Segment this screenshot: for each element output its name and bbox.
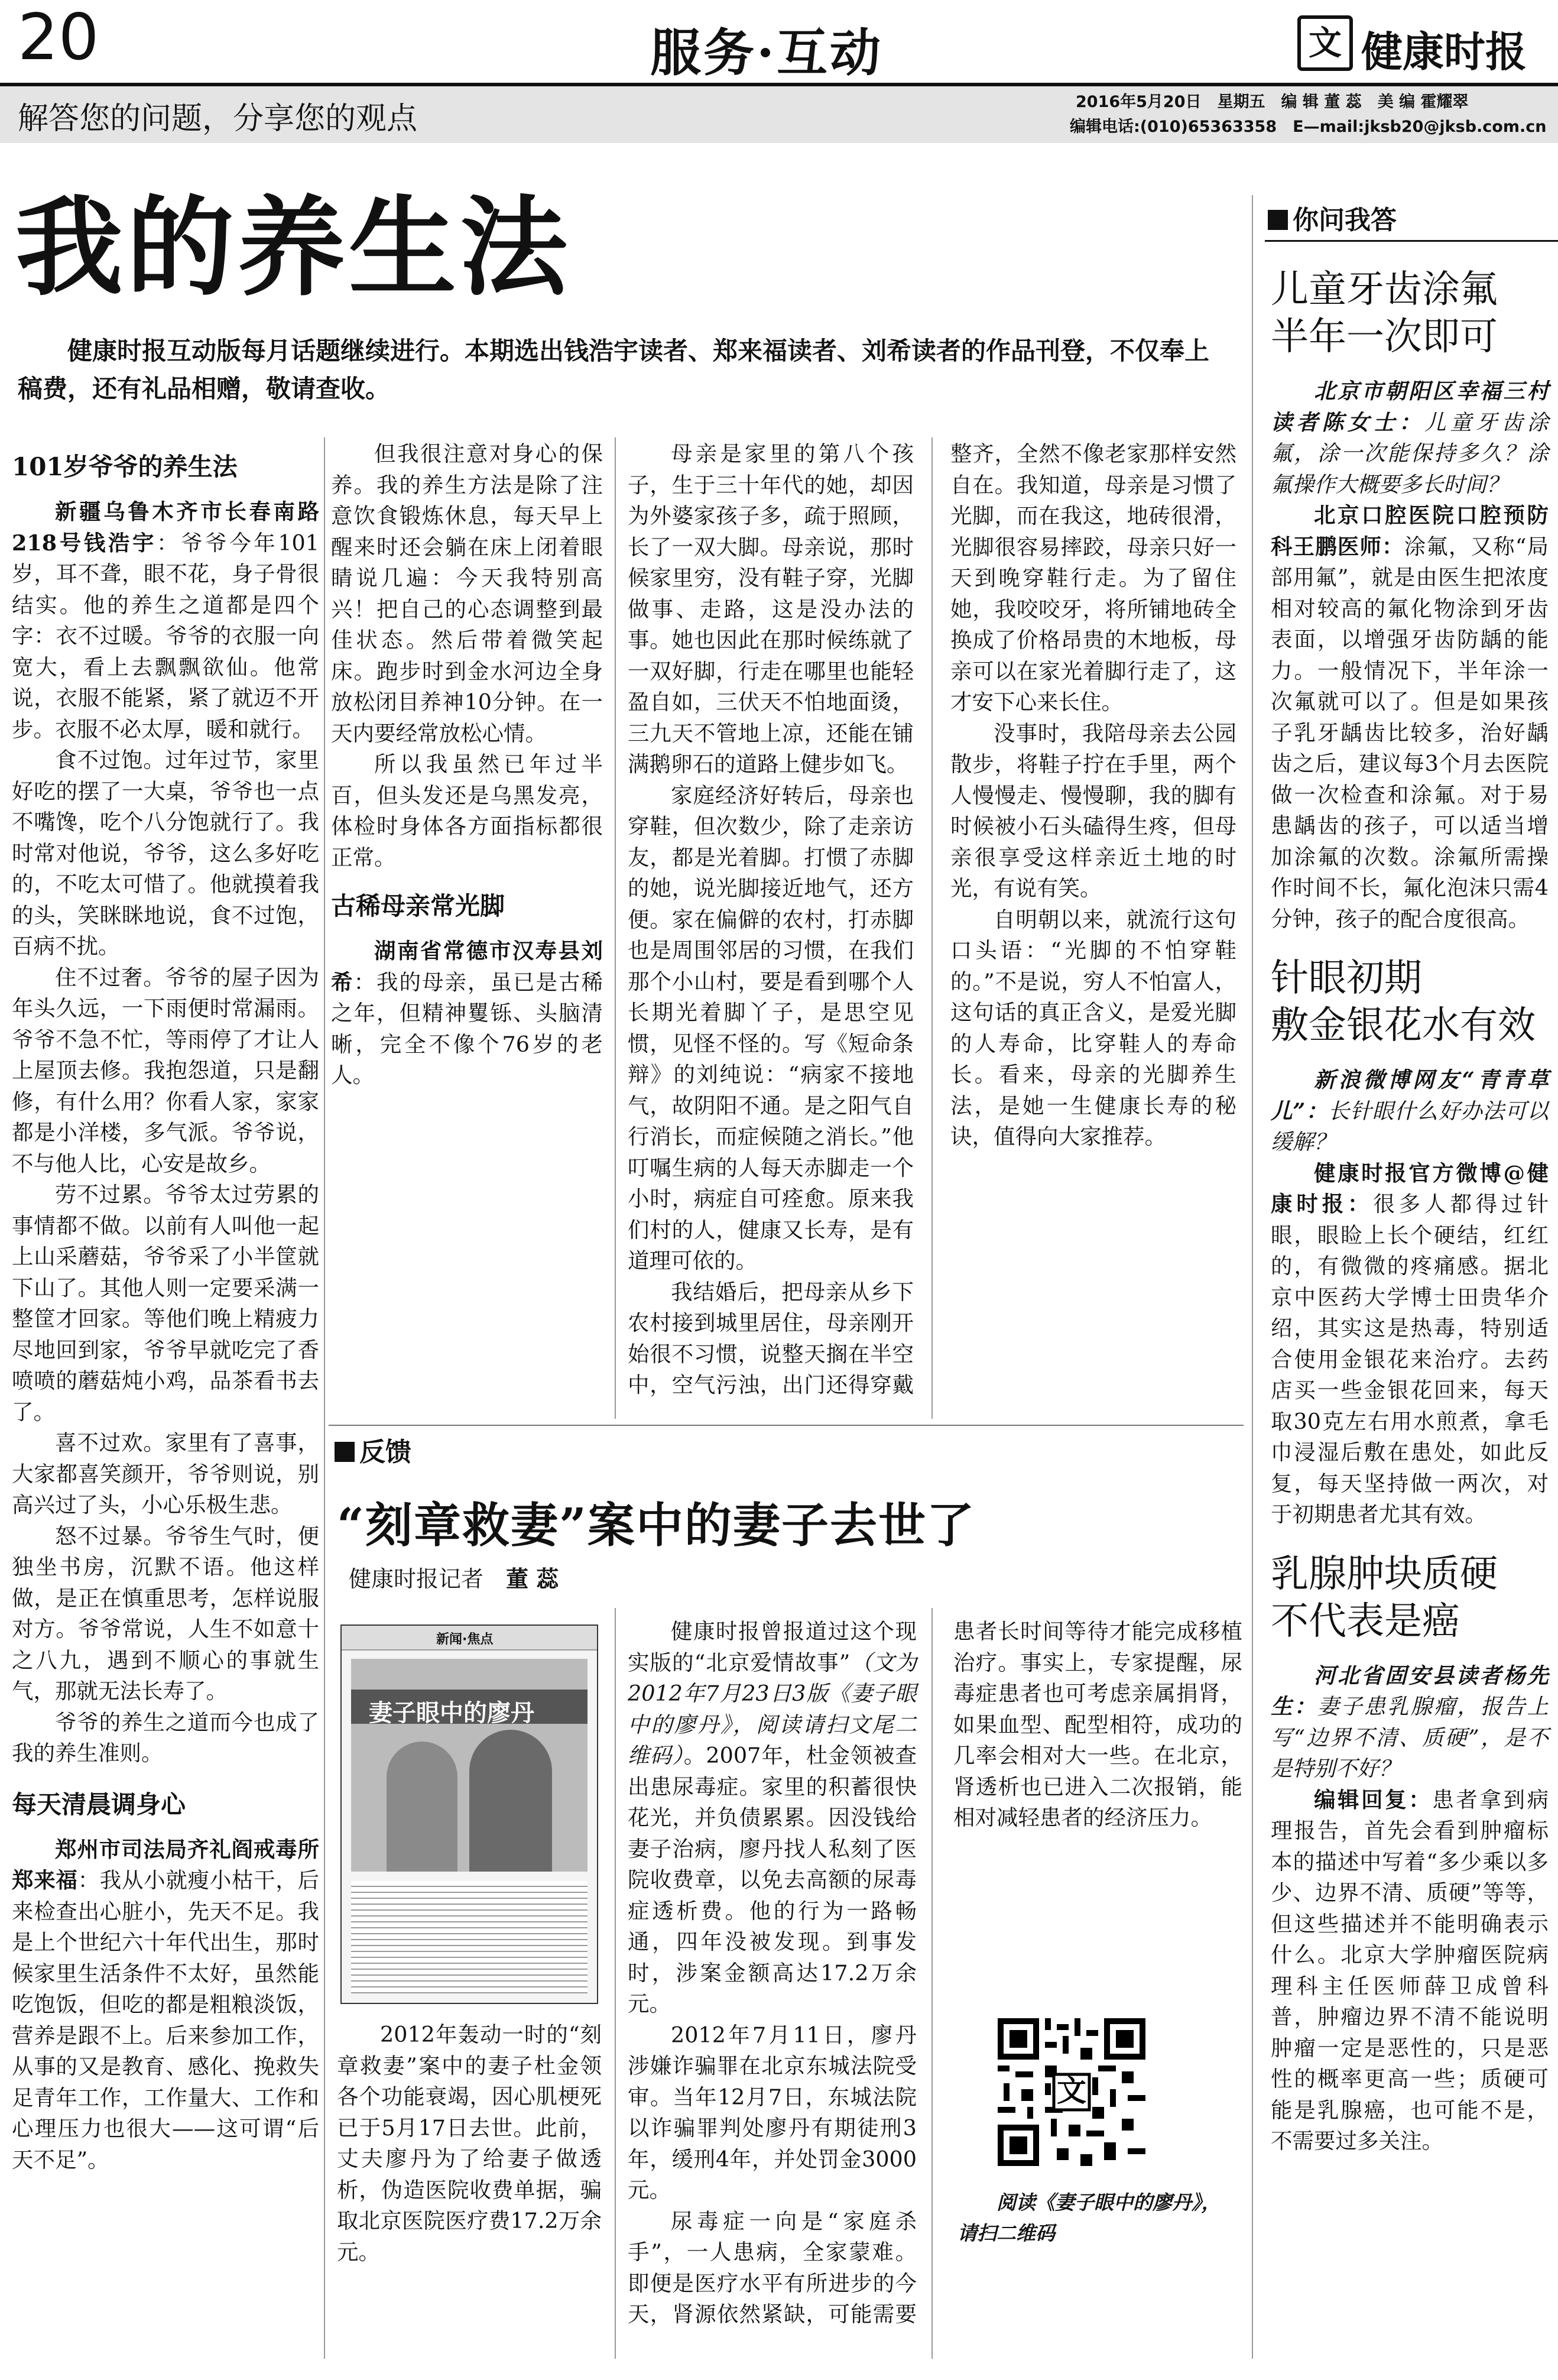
feedback-byline: 健康时报记者 董 蕊 — [349, 1565, 559, 1592]
qa-answer: 健康时报官方微博@健康时报：很多人都得过针眼，眼睑上长个硬结，红红的，有微微的疼痛感。据北京中医药大学博士田贵华介绍，其实这是热毒，特别适合使用金银花来治疗。去药店买一些金银花回来，每天取30克左右用水煎煮，拿毛巾浸湿后敷在患处，如此反复，每天坚持做一两次，对于初期患者尤其有效。 — [1271, 1160, 1549, 1527]
article-paragraph: 尿毒症一向是“家庭杀手”，一人患病，全家蒙难。即便是医疗水平有所进步的今天，肾源依然紧缺，可能需要患者长时间等待才能完成移植治疗。事实上，专家提醒，尿毒症患者也可考虑亲属捐肾，如果血型、配型相符，成功的几率会相对大一些。在北京，肾透析也已进入二次报销，能相对减轻患者的经济压力。 — [628, 1619, 1242, 2327]
qa-question: 河北省固安县读者杨先生：妻子患乳腺瘤，报告上写“边界不清、质硬”，是不是特别不好？ — [1271, 1662, 1549, 1781]
article-byline: 湖南省常德市汉寿县刘希 — [331, 938, 603, 995]
sidebar-divider — [1252, 195, 1253, 2359]
newspaper-logo — [1297, 13, 1546, 76]
qr-logo-mark: 文 — [1057, 2073, 1086, 2108]
section-tagline: 解答您的问题，分享您的观点 — [18, 101, 418, 137]
sidebar-qa — [1271, 266, 1549, 2157]
article-paragraph: 食不过饱。过年过节，家里好吃的摆了一大桌，爷爷也一点不嘴馋，吃个八分饱就行了。我时常对他说，爷爷，这么多好吃的，不吃太可惜了。他就摸着我的头，笑眯眯地说，食不过饱，百病不扰。 — [12, 747, 319, 959]
article-paragraph: 住不过奢。爷爷的屋子因为年头久远，一下雨便时常漏雨。爷爷不急不忙，等雨停了才让人上屋顶去修。我抱怨道，只是翻修，有什么用？你看人家，家家都是小洋楼，多气派。爷爷说，不与他人比，心安是故乡。 — [12, 964, 319, 1176]
sidebar-tag-rule — [1265, 240, 1558, 242]
column-divider — [615, 437, 616, 1419]
page-number: 20 — [18, 1, 99, 74]
article-byline: 新疆乌鲁木齐市长春南路218号钱浩宇 — [12, 499, 319, 556]
article-paragraph: 所以我虽然已年过半百，但头发还是乌黑发亮，体检时身体各方面指标都很正常。 — [331, 751, 603, 870]
editor-contact: 编辑电话:(010)65363358 E—mail:jksb20@jksb.com.cn — [1070, 118, 1547, 136]
article-paragraph: 爷爷的养生之道而今也成了我的养生准则。 — [12, 1709, 319, 1766]
qa-question: 北京市朝阳区幸福三村读者陈女士：儿童牙齿涂氟，涂一次能保持多久？涂氟操作大概要多长时间？ — [1271, 378, 1549, 497]
article-paragraph: 2012年轰动一时的“刻章救妻”案中的妻子杜金领各个功能衰竭，因心肌梗死已于5月17日去世。此前，丈夫廖丹为了给妻子做透析，伪造医院收费单据，骗取北京医院医疗费17.2万余元。 — [337, 2022, 602, 2265]
article-title: 101岁爷爷的养生法 — [12, 452, 238, 481]
column-divider — [324, 437, 325, 2359]
clipping-title: 妻子眼中的廖丹 — [369, 1699, 534, 1727]
square-bullet-icon — [1268, 210, 1288, 230]
article-paragraph: 母亲是家里的第八个孩子，生于三十年代的她，却因为外婆家孩子多，疏于照顾，长了一双大脚。母亲说，那时候家里穷，没有鞋子穿，光脚做事、走路，这是没办法的事。她也因此在那时候练就了一双好脚，行走在哪里也能轻盈自如，三伏天不怕地面烫，三九天不管地上凉，还能在铺满鹅卵石的道路上健步如飞。 — [628, 441, 914, 777]
article-column-2 — [331, 439, 603, 1091]
qa-title: 针眼初期 敷金银花水有效 — [1271, 956, 1536, 1048]
sidebar-tag-label: 你问我答 — [1293, 205, 1397, 235]
qa-question: 新浪微博网友“青青草儿”：长针眼什么好办法可以缓解？ — [1271, 1067, 1549, 1155]
clipping-photo — [351, 1659, 588, 1872]
article-paragraph: 2012年7月11日，廖丹涉嫌诈骗罪在北京东城法院受审。当年12月7日，东城法院以诈骗罪判处廖丹有期徒刑3年，缓刑4年，并处罚金3000元。 — [628, 2022, 917, 2203]
headline-intro: 健康时报互动版每月话题继续进行。本期选出钱浩宇读者、郑来福读者、刘希读者的作品刊登，不仅奉上稿费，还有礼品相赠，敬请查收。 — [18, 336, 1210, 403]
article-paragraph: 没事时，我陪母亲去公园散步，将鞋子拧在手里，两个人慢慢走、慢慢聊，我的脚有时候被小石头磕得生疼，但母亲很享受这样亲近土地的时光，有说有笑。 — [950, 720, 1236, 901]
qa-title: 乳腺肿块质硬 不代表是癌 — [1271, 1552, 1498, 1643]
article-paragraph: 我结婚后，把母亲从乡下农村接到城里居住，母亲刚开始很不习惯，说整天搁在半空中，空气污浊，出门还得穿戴整齐，全然不像老家那样安然自在。我知道，母亲是习惯了光脚，而在我这，地砖很滑，光脚很容易摔跤，母亲只好一天到晚穿鞋行走。为了留住她，我咬咬牙，将所铺地砖全换成了价格昂贵的木地板，母亲可以在家光着脚行走了，这才安下心来长住。 — [628, 441, 1236, 1397]
feedback-top-rule — [329, 1425, 1244, 1426]
qa-answer: 编辑回复：患者拿到病理报告，首先会看到肿瘤标本的描述中写着“多少乘以多少、边界不清、质硬”等等，但这些描述并不能明确表示什么。北京大学肿瘤医院病理科主任医师薛卫成曾科普，肿瘤边界不清不能说明肿瘤一定是恶性的，只是恶性的概率更高一些；质硬可能是乳腺癌，也可能不是，不需要过多关注。 — [1271, 1786, 1549, 2154]
clipping-header: 新闻·焦点 — [436, 1632, 494, 1647]
logo-mark-icon: 文 — [1297, 15, 1353, 71]
square-bullet-icon — [335, 1442, 355, 1462]
column-divider — [615, 1608, 616, 2359]
issue-meta: 2016年5月20日 星期五 编 辑 董 蕊 美 编 霍耀翠 — [1076, 93, 1469, 111]
article-paragraph: 健康时报曾报道过这个现实版的“北京爱情故事”（文为2012年7月23日3版《妻子眼中的廖丹》，阅读请扫文尾二维码）。2007年，杜金领被查出患尿毒症。家里的积蓄很快花光，并负债累累。因没钱给妻子治病，廖丹找人私刻了医院收费章，以免去高额的尿毒症透析费。他的行为一路畅通，四年没被发现。到事发时，涉案金额高达17.2万余元。 — [628, 1619, 917, 2016]
article-paragraph: 但我很注意对身心的保养。我的养生方法是除了注意饮食锻炼休息，每天早上醒来时还会躺在床上闭着眼睛说几遍：今天我特别高兴！把自己的心态调整到最佳状态。然后带着微笑起床。跑步时到金水河边全身放松闭目养神10分钟。在一天内要经常放松心情。 — [331, 441, 603, 746]
article-paragraph: ：我的母亲，虽已是古稀之年，但精神矍铄、头脑清晰，完全不像个76岁的老人。 — [331, 969, 603, 1088]
article-paragraph: ：我从小就瘦小枯干，后来检查出心脏小，先天不足。我是上个世纪六十年代出生，那时候家里生活条件不太好，虽然能吃饱饭，但吃的都是粗粮淡饭，营养是跟不上。后来参加工作，从事的又是教育、感化、挽救失足青年工作，工作量大、工作和心理压力也很大——这可谓“后天不足”。 — [12, 1867, 320, 2173]
article-paragraph: 自明朝以来，就流行这句口头语：“光脚的不怕穿鞋的。”不是说，穷人不怕富人，这句话的真正含义，是爱光脚的人寿命，比穿鞋人的寿命长。看来，母亲的光脚养生法，是她一生健康长寿的秘诀，值得向大家推荐。 — [950, 906, 1236, 1149]
article-paragraph: 喜不过欢。家里有了喜事，大家都喜笑颜开，爷爷则说，别高兴过了头，小心乐极生悲。 — [12, 1430, 319, 1518]
article-paragraph: 怒不过暴。爷爷生气时，便独坐书房，沉默不语。他这样做，是正在慎重思考，怎样说服对方。爷爷常说，人生不如意十之八九，遇到不顺心的事就生气，那就无法长寿了。 — [12, 1523, 319, 1704]
column-divider — [931, 437, 933, 1419]
qr-caption: 阅读《妻子眼中的廖丹》，请扫二维码 — [957, 2191, 1221, 2245]
feedback-section-tag — [335, 1431, 411, 1468]
qa-title: 儿童牙齿涂氟 半年一次即可 — [1271, 268, 1498, 359]
article-paragraph: 劳不过累。爷爷太过劳累的事情都不做。以前有人叫他一起上山采蘑菇，爷爷采了小半筐就下山了。其他人则一定要采满一整筐才回家。等他们晚上精疲力尽地回到家，爷爷早就吃完了香喷喷的蘑菇炖小鸡，品茶看书去了。 — [12, 1182, 319, 1425]
sidebar-tag — [1268, 199, 1397, 236]
article-column-1 — [12, 445, 319, 2175]
logo-text: 健康时报 — [1361, 27, 1527, 76]
section-tag-label: 反馈 — [359, 1437, 411, 1467]
section-title: 服务·互动 — [650, 23, 883, 83]
feedback-column-1 — [337, 2019, 602, 2268]
newspaper-clipping-image — [340, 1625, 598, 2004]
article-title: 每天清晨调身心 — [12, 1789, 186, 1819]
article-paragraph: ：爷爷今年101岁，耳不聋，眼不花，身子骨很结实。他的养生之道都是四个字：衣不过暖。爷爷的衣服一向宽大，看上去飘飘欲仙。他常说，衣服不能紧，紧了就迈不开步。衣服不必太厚，暖和就行。 — [12, 530, 319, 742]
page-headline: 我的养生法 — [15, 184, 571, 310]
feedback-headline: “刻章救妻”案中的妻子去世了 — [337, 1497, 976, 1553]
article-byline: 郑州市司法局齐礼阎戒毒所郑来福 — [12, 1836, 319, 1893]
qa-answer: 北京口腔医院口腔预防科王鹏医师：涂氟，又称“局部用氟”，就是由医生把浓度相对较高的氟化物涂到牙齿表面，以增强牙齿防龋的能力。一般情况下，半年涂一次氟就可以了。但是如果孩子乳牙龋齿比较多，治好龋齿之后，建议每3个月去医院做一次检查和涂氟。对于易患龋齿的孩子，可以适当增加涂氟的次数。涂氟所需操作时间不长，氟化泡沫只需4分钟，孩子的配合度很高。 — [1271, 502, 1549, 932]
column-divider — [931, 1608, 933, 2359]
article-paragraph: 家庭经济好转后，母亲也穿鞋，但次数少，除了走亲访友，都是光着脚。打惯了赤脚的她，说光脚接近地气，还方便。家在偏僻的农村，打赤脚也是周围邻居的习惯，在我们那个小山村，要是看到哪个人长期光着脚丫子，是思空见惯，见怪不怪的。写《短命条辩》的刘纯说：“病家不接地气，故阴阳不通。是之阳气自行消长，而症候随之消长。”他叮嘱生病的人每天赤脚走一个小时，病症自可痊愈。原来我们村的人，健康又长寿，是有道理可依的。 — [628, 782, 914, 1273]
qr-code-icon[interactable] — [998, 2018, 1145, 2166]
article-title: 古稀母亲常光脚 — [331, 891, 505, 920]
